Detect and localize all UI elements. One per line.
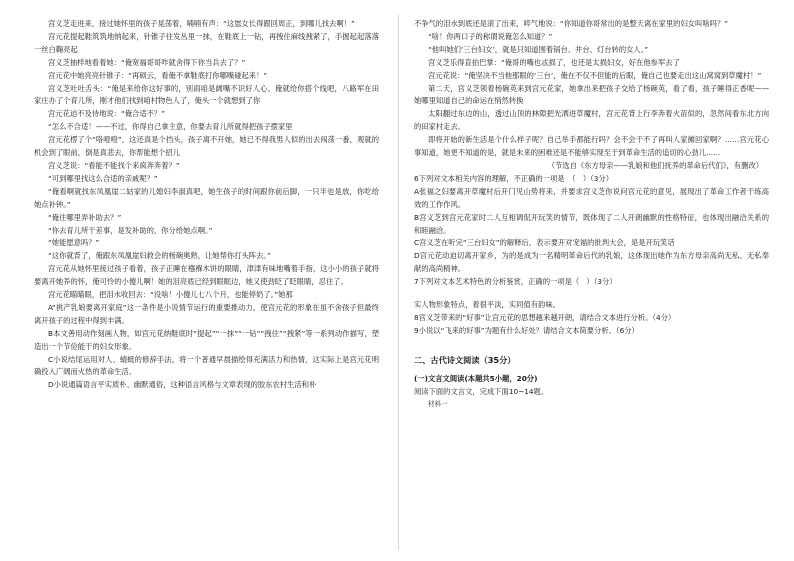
paragraph: 宫元花迫不及待地说：“俺合适不？” [48, 109, 166, 119]
paragraph: “她能愿意吗？” [48, 238, 100, 248]
right-column [414, 18, 769, 410]
paragraph: 6下列对文本相关内容的理解，不正确的一项是 （ ）（3分） [414, 173, 613, 183]
subsection-title: (一)文言文阅读(本题共5小题，20分) [414, 373, 538, 383]
paragraph: B本文善用动作刻画人物，如宫元花纳鞋底时“提起”“一抹”“一钻”“拽住”“拽紧”等一系列动作描写，塑造出一个节俭能干的妇女形象。 [34, 328, 379, 351]
paragraph: C小说结尾运用对人、蜻蜓的修辞手法，将一个普通早晨描绘得充满活力和热情，这实际上是宫元花明确投入广阔而火热的革命生活。 [34, 354, 379, 377]
paragraph: 实人物形象特点，着很平淡，实同值有韵味。 [414, 300, 560, 310]
paragraph: D小说通篇语言平实质朴、幽默通俗，这种语言风格与文章表现的胶东农村生活和朴 [48, 380, 317, 390]
paragraph: 第二天，宫义芝领着杨碗英来到宫元花家，她拿出来把孩子交给了杨碗英，看了看，孩子睡得正香呢——她哪里知道自己的命运在悄然转换 [414, 83, 769, 106]
paragraph: “你去育儿所干差事，是发补助的，你分给她点啊。” [48, 225, 213, 235]
paragraph: “俺看啊就找东凤凰崖二姑家的儿媳妇李淑真吧，她生孩子的时间跟你前后脚，一只半也是放，你吃给她点补钟。” [34, 186, 379, 209]
paragraph: 宫义芝抽样地看着她：“俺宽福哥哥咋就舍得下你当兵去了？” [48, 57, 246, 67]
paragraph: 宫元花提起鞋筑筑地纳起来，针锥子往发丛里一抹，在鞋底上一钻，再拽住麻线拽紧了，手握起起落落一丝白鞠亮起 [34, 31, 379, 54]
paragraph: 宫元花楞了个“咯噔噔”，这还真是个挡头，孩子离不开她，她已不得我男人似的出去闯荡一番，观就的机会到了眼前，倒是真悲去，你帮能想个招儿 [34, 135, 379, 158]
paragraph: A张福之妇要离开草魔村后开门见山势将来，并要求宫义芝你说问宫元花的意见，展现出了革命工作者干练高效的工作作风。 [414, 186, 769, 209]
paragraph: D宫元花动迫切离开家乡，为的是成为一名精明革命后代的乳娘，这体现出她作为东方母亲高尚无私、无私奉献的高尚精神。 [414, 251, 769, 274]
paragraph: “俺往哪里弄补助去？” [48, 212, 122, 222]
paragraph: 9小说以“飞来的好事”为题有什么好处？请结合文本简要分析。（6分） [414, 325, 639, 335]
paragraph: 宫义芝吐吐舌头：“俺是来给你这好事的，别雨咱是阔嘴不识好人心。俺就给你搭个线吧，八路军在田家庄办了个育儿所，刚才他们找到咱村物色人了，俺头一个就想到了你 [34, 83, 379, 106]
paragraph: C宫义芝在听完“三台妇女”的解释后，表示要开对宠福的批判大会，是是开玩笑话 [414, 238, 675, 248]
paragraph: A“挑产乳娘要离开家庭”这一条件是小说情节运行的重要推动力，使宫元花的形象在虽不舍孩子但最终离开孩子的过程中得到丰满。 [34, 302, 379, 325]
paragraph: 宫元花从她怀里接过孩子看着，孩子正睡在襁褓木饼的眼睛，津津有味地嘴着手指，这小小的孩子就将要离开她养的怀，俺可怜的小傻儿啊！她的泪亮底已经到眼眶边，她又使劲眨了眨眼睛，忍住了。 [34, 264, 379, 287]
paragraph: （节选自《东方母亲——乳娘和他们抚养的革命后代们》，有删改） [547, 160, 763, 170]
paragraph: 太阳翻过东边的山，透过山顶的林隙把光洒进草魔村，宫元花背上行李奔着火苗似的，忽然间看东北方向的田家村走去。 [414, 109, 769, 132]
paragraph: 8宫义芝带来的“好事”让宫元花的思想越来越开朗，请结合文本进行分析。（4分） [414, 312, 676, 322]
paragraph: 不争气的泪水到底还是滚了出来，啐气地说：“你知道你哥常出的是整天离在家里的妇女叫啥吗？” [414, 19, 729, 28]
paragraph: 宫元花瞄瞄眼，把泪水收回去：“没啥！小傻儿七八个月，也能停奶了。”她那 [48, 290, 293, 300]
paragraph: 宫元花中她亮亮针锥子：“再硕云，看俺不拿鞋底打你哪嘴碰起来！” [48, 70, 268, 80]
spacer [414, 289, 769, 299]
paragraph: B宫义芝到宫元花家时二人互相调侃开玩笑的情节，既体现了二人开朗幽默的性格特征，也体现出融洽关系的和睦融洽。 [414, 212, 769, 235]
left-column [34, 18, 379, 392]
paragraph: 宫义芝走进来，接过她怀里的孩子晃荡着，喃喃有声：“这崽女长得跟回周正，到哪儿找去啊！” [48, 19, 355, 28]
paragraph: 宫义芝乐得直拍巴掌：“俺哥的嘴也忒损了，也还是太损妇女，好在他参军去了 [428, 57, 680, 67]
section-title: 二、古代诗文阅读（35分） [414, 354, 516, 365]
material-label: 材料一 [428, 399, 448, 408]
paragraph: 宫义芝说：“看能不能找个来疯奔奔着？” [48, 160, 180, 170]
column-divider [398, 15, 399, 550]
paragraph: 7下列对文本艺术特色的分析鉴赏，正确的一项是（ ）（3分） [414, 277, 617, 287]
paragraph: “可到哪里找这么合适的亲戚呢？” [48, 173, 158, 183]
paragraph: “怎么不合适！——不过，你得自己拿主意，你要去育儿所就得把孩子摆家里 [48, 122, 293, 132]
subsection-instruction: 阅读下面的文言文，完成下面10~14题。 [414, 386, 549, 396]
paragraph: 即将开始的新生活是个什么样子呢？自己举手都能行吗？会不会干不了再叫人家摊回家啊？……宫元花心事知道，她更不知道的是，就是未来的困难还是不能够实现至于到革命生活的追切的心劲儿…… [414, 135, 769, 158]
paragraph: “他叫她们‘三台妇女’，就是只知道围着锅台、井台、灯台转的女人。” [428, 44, 649, 54]
paragraph: 宫元花说：“俺坚决不当他那眼的‘三台’，俺在不仅不但能的后眼，俺自己也要走出这山窝窝到草魔村！” [428, 70, 762, 80]
paragraph: “啥！你两口子的称谓说俺怎么知道？” [428, 31, 553, 41]
paragraph: “这你就背了，俺跟东凤凰崖妇救会的杨碗奥熟，让她帮你打头阵去。” [48, 251, 271, 261]
right-paragraphs [414, 18, 769, 338]
